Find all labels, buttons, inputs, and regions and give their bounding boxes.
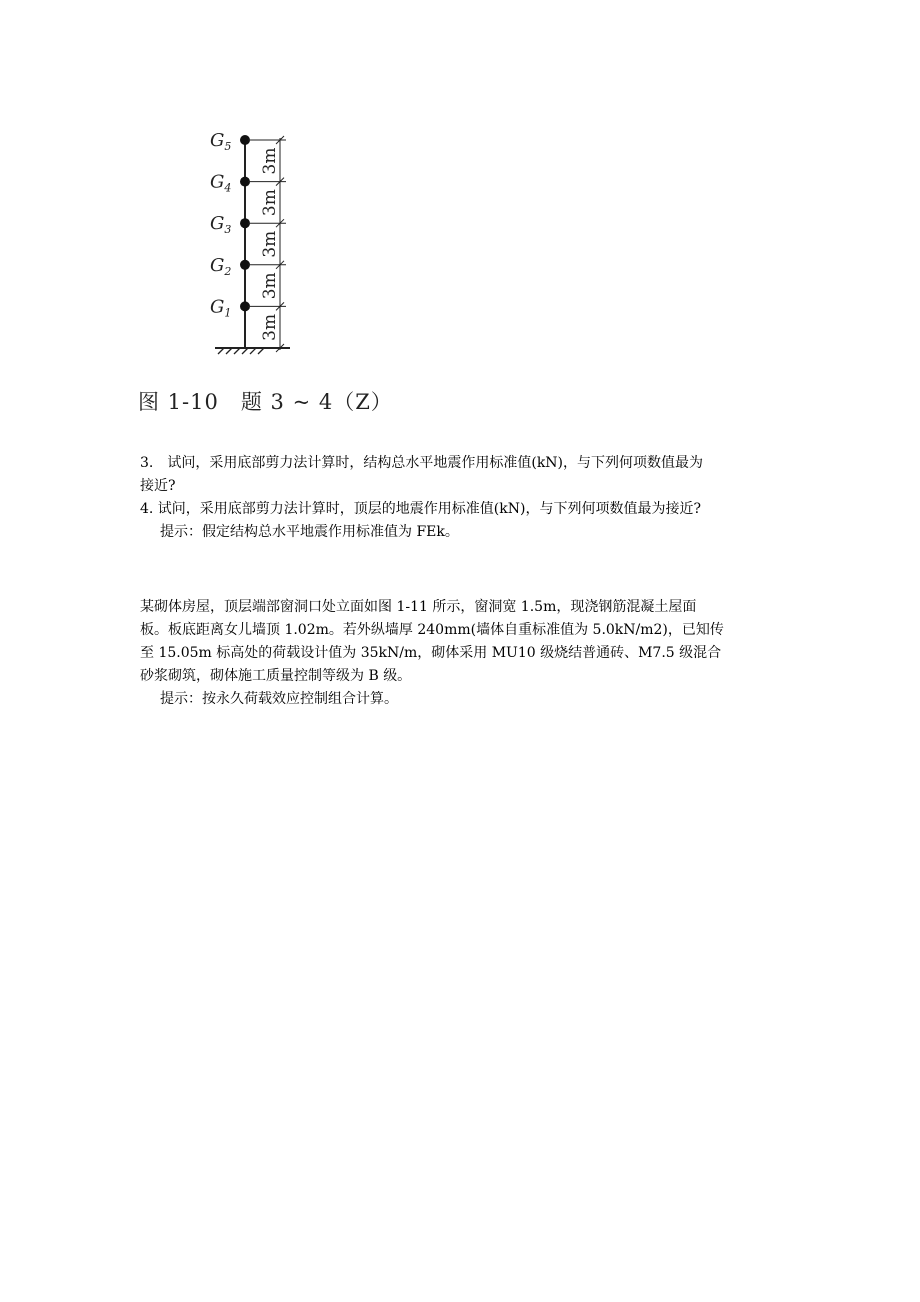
question-4-line-1: 4. 试问，采用底部剪力法计算时，顶层的地震作用标准值(kN)，与下列何项数值最为接近? [140,501,701,517]
question-3-line-1: 3. 试问，采用底部剪力法计算时，结构总水平地震作用标准值(kN)，与下列何项数值最为 [140,455,704,471]
height-label-1: 3m [260,313,280,341]
mass-label-g5: $G_5$ [210,130,232,153]
mass-label-g3: $G_3$ [210,213,232,237]
question-3-line-2: 接近? [140,478,176,494]
problem-2-line-4: 砂浆砌筑，砌体施工质量控制等级为 B 级。 [140,668,412,684]
mass-label-g1: $G_1$ [210,296,232,320]
hint-2: 提示：按永久荷载效应控制组合计算。 [160,691,398,707]
figure-caption: 图 1-10 题 3 ~ 4（Z） [138,390,393,414]
questions-block [140,452,790,544]
mass-label-g4: $G_4$ [210,171,232,195]
height-label-5: 3m [260,147,280,175]
height-label-2: 3m [260,272,280,300]
figure-1-10 [130,118,393,418]
height-label-3: 3m [260,230,280,258]
height-label-4: 3m [260,189,280,217]
problem-2-block [140,596,790,711]
problem-2-line-1: 某砌体房屋，顶层端部窗洞口处立面如图 1-11 所示，窗洞宽 1.5m，现浇钢筋混凝土屋面 [140,599,697,615]
problem-2-line-3: 至 15.05m 标高处的荷载设计值为 35kN/m，砌体采用 MU10 级烧结普通砖、M7.5 级混合 [140,645,722,661]
frame-diagram [130,118,390,418]
problem-2-line-2: 板。板底距离女儿墙顶 1.02m。若外纵墙厚 240mm(墙体自重标准值为 5.0kN/m2)，已知传 [140,622,724,638]
mass-label-g2: $G_2$ [210,254,232,278]
hint-1: 提示：假定结构总水平地震作用标准值为 FEk。 [160,524,459,540]
